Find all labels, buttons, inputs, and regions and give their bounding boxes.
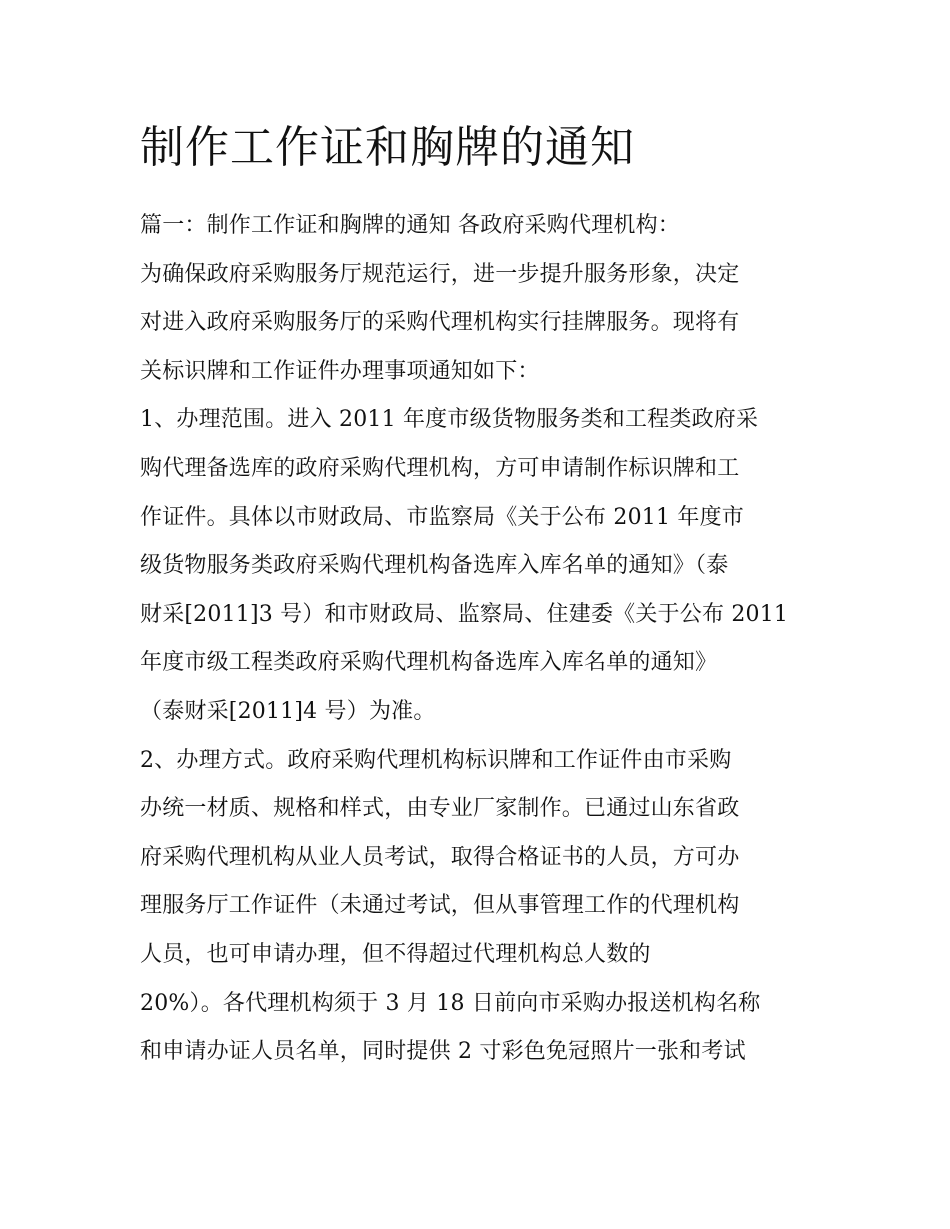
body-line: 购代理备选库的政府采购代理机构，方可申请制作标识牌和工 bbox=[140, 455, 740, 481]
body-line: 年度市级工程类政府采购代理机构备选库入库名单的通知》 bbox=[140, 650, 718, 676]
document-title: 制作工作证和胸牌的通知 bbox=[140, 122, 635, 173]
body-line: 1、办理范围。进入 2011 年度市级货物服务类和工程类政府采 bbox=[140, 407, 759, 433]
body-line: 财采[2011]3 号）和市财政局、监察局、住建委《关于公布 2011 bbox=[140, 601, 789, 627]
body-line: 府采购代理机构从业人员考试，取得合格证书的人员，方可办 bbox=[140, 844, 740, 870]
body-line: 20%）。各代理机构须于 3 月 18 日前向市采购办报送机构名称 bbox=[140, 990, 761, 1016]
body-line: （泰财采[2011]4 号）为准。 bbox=[140, 698, 436, 724]
body-line: 办统一材质、规格和样式，由专业厂家制作。已通过山东省政 bbox=[140, 796, 740, 822]
body-line: 人员，也可申请办理，但不得超过代理机构总人数的 bbox=[140, 941, 651, 967]
body-line: 对进入政府采购服务厅的采购代理机构实行挂牌服务。现将有 bbox=[140, 310, 740, 336]
document-body bbox=[140, 202, 820, 1077]
body-line: 2、办理方式。政府采购代理机构标识牌和工作证件由市采购 bbox=[140, 747, 732, 773]
body-line: 为确保政府采购服务厅规范运行，进一步提升服务形象，决定 bbox=[140, 261, 740, 287]
body-line: 理服务厅工作证件（未通过考试，但从事管理工作的代理机构 bbox=[140, 893, 740, 919]
body-line: 篇一：制作工作证和胸牌的通知 各政府采购代理机构： bbox=[140, 213, 680, 238]
body-line: 关标识牌和工作证件办理事项通知如下： bbox=[140, 358, 540, 384]
body-line: 和申请办证人员名单，同时提供 2 寸彩色免冠照片一张和考试 bbox=[140, 1039, 746, 1065]
body-line: 作证件。具体以市财政局、市监察局《关于公布 2011 年度市 bbox=[140, 504, 744, 530]
body-line: 级货物服务类政府采购代理机构备选库入库名单的通知》（泰 bbox=[140, 553, 729, 579]
